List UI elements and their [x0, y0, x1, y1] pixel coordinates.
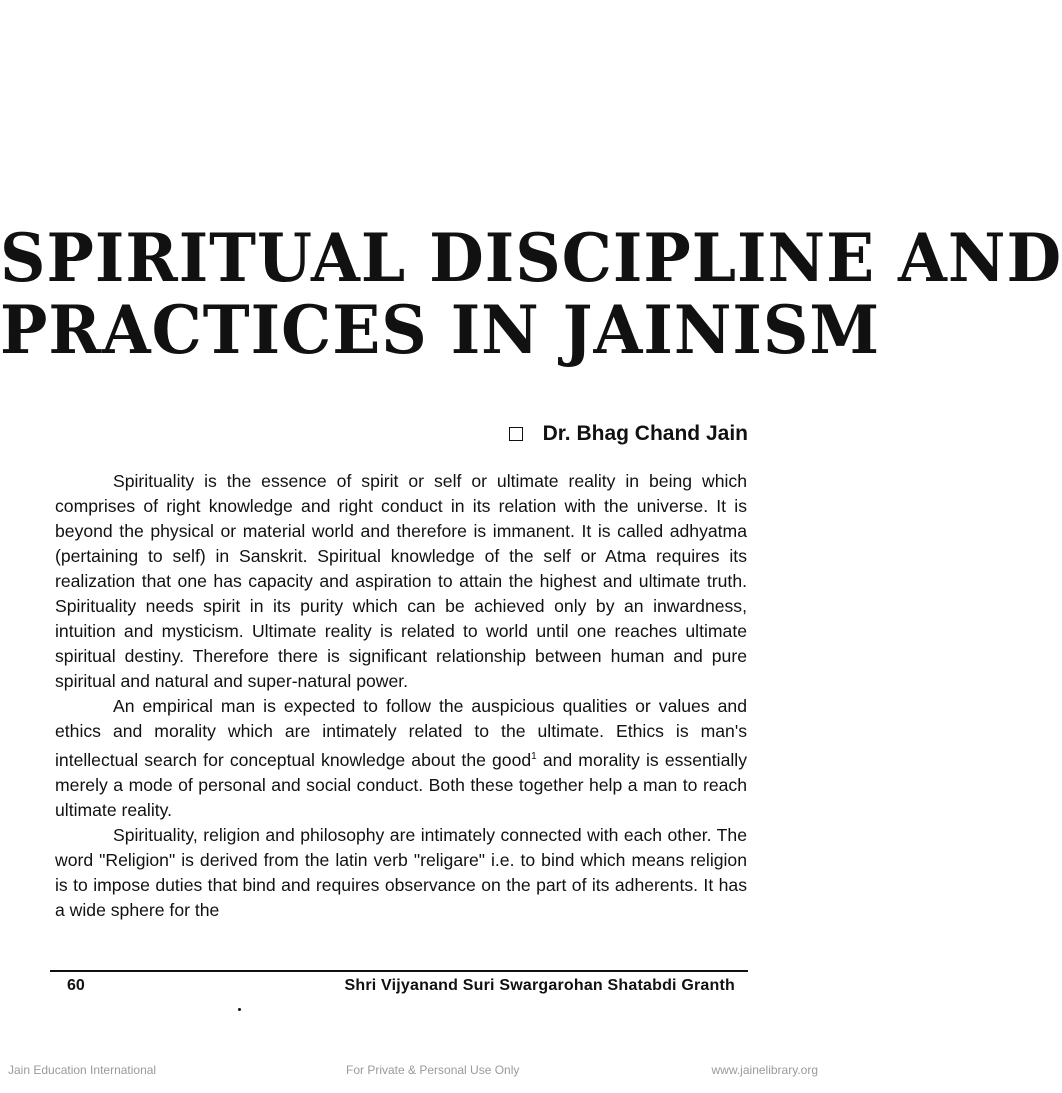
watermark-right: www.jainelibrary.org [711, 1063, 818, 1077]
scan-speck [238, 1008, 241, 1011]
title-line-1: SPIRITUAL DISCIPLINE AND [0, 219, 1062, 297]
watermark-left: Jain Education International [8, 1063, 157, 1077]
title-line-2: PRACTICES IN JAINISM [0, 291, 881, 369]
article-body [55, 469, 747, 923]
author-byline [509, 422, 748, 446]
paragraph-1: Spirituality is the essence of spirit or self or ultimate reality in being which comprises of right knowledge and right conduct in its relation with the universe. It is beyond the physical or material world and therefore is immanent. It is called adhyatma (pertaining to self) in Sanskrit. Spiritual knowledge of the self or Atma requires its realization that one has capacity and aspiration to attain the highest and ultimate truth. Spirituality needs spirit in its purity which can be achieved only by an inwardness, intuition and mysticism. Ultimate reality is related to world until one reaches ultimate spiritual destiny. Therefore there is significant relationship between human and pure spiritual and natural and super-natural power. [55, 471, 747, 691]
author-name: Dr. Bhag Chand Jain [542, 422, 748, 445]
square-box-icon [509, 427, 523, 441]
article-title [0, 219, 1062, 369]
paragraph-3: Spirituality, religion and philosophy are intimately connected with each other. The word "Religion" is derived from the latin verb "religare" i.e. to bind which means religion is to impose duties that bind and requires observance on the part of its adherents. It has a wide sphere for the [55, 824, 747, 920]
paragraph-2-text-a: An empirical man is expected to follow the auspicious qualities or values and ethics and morality which are intimately related to the ultimate. Ethics is man's intellectual search for conceptual knowledge about the good [55, 696, 747, 770]
footer-divider [50, 970, 748, 972]
footnote-marker: 1 [531, 751, 537, 762]
paragraph-2-text-b: and morality is essentially merely a mode of personal and social conduct. Both these together help a man to reach ultimate reality. [55, 749, 747, 820]
page-number: 60 [67, 977, 85, 994]
watermark-center: For Private & Personal Use Only [346, 1063, 520, 1077]
running-title: Shri Vijyanand Suri Swargarohan Shatabdi Granth [344, 977, 735, 994]
paragraph-2 [55, 694, 747, 823]
